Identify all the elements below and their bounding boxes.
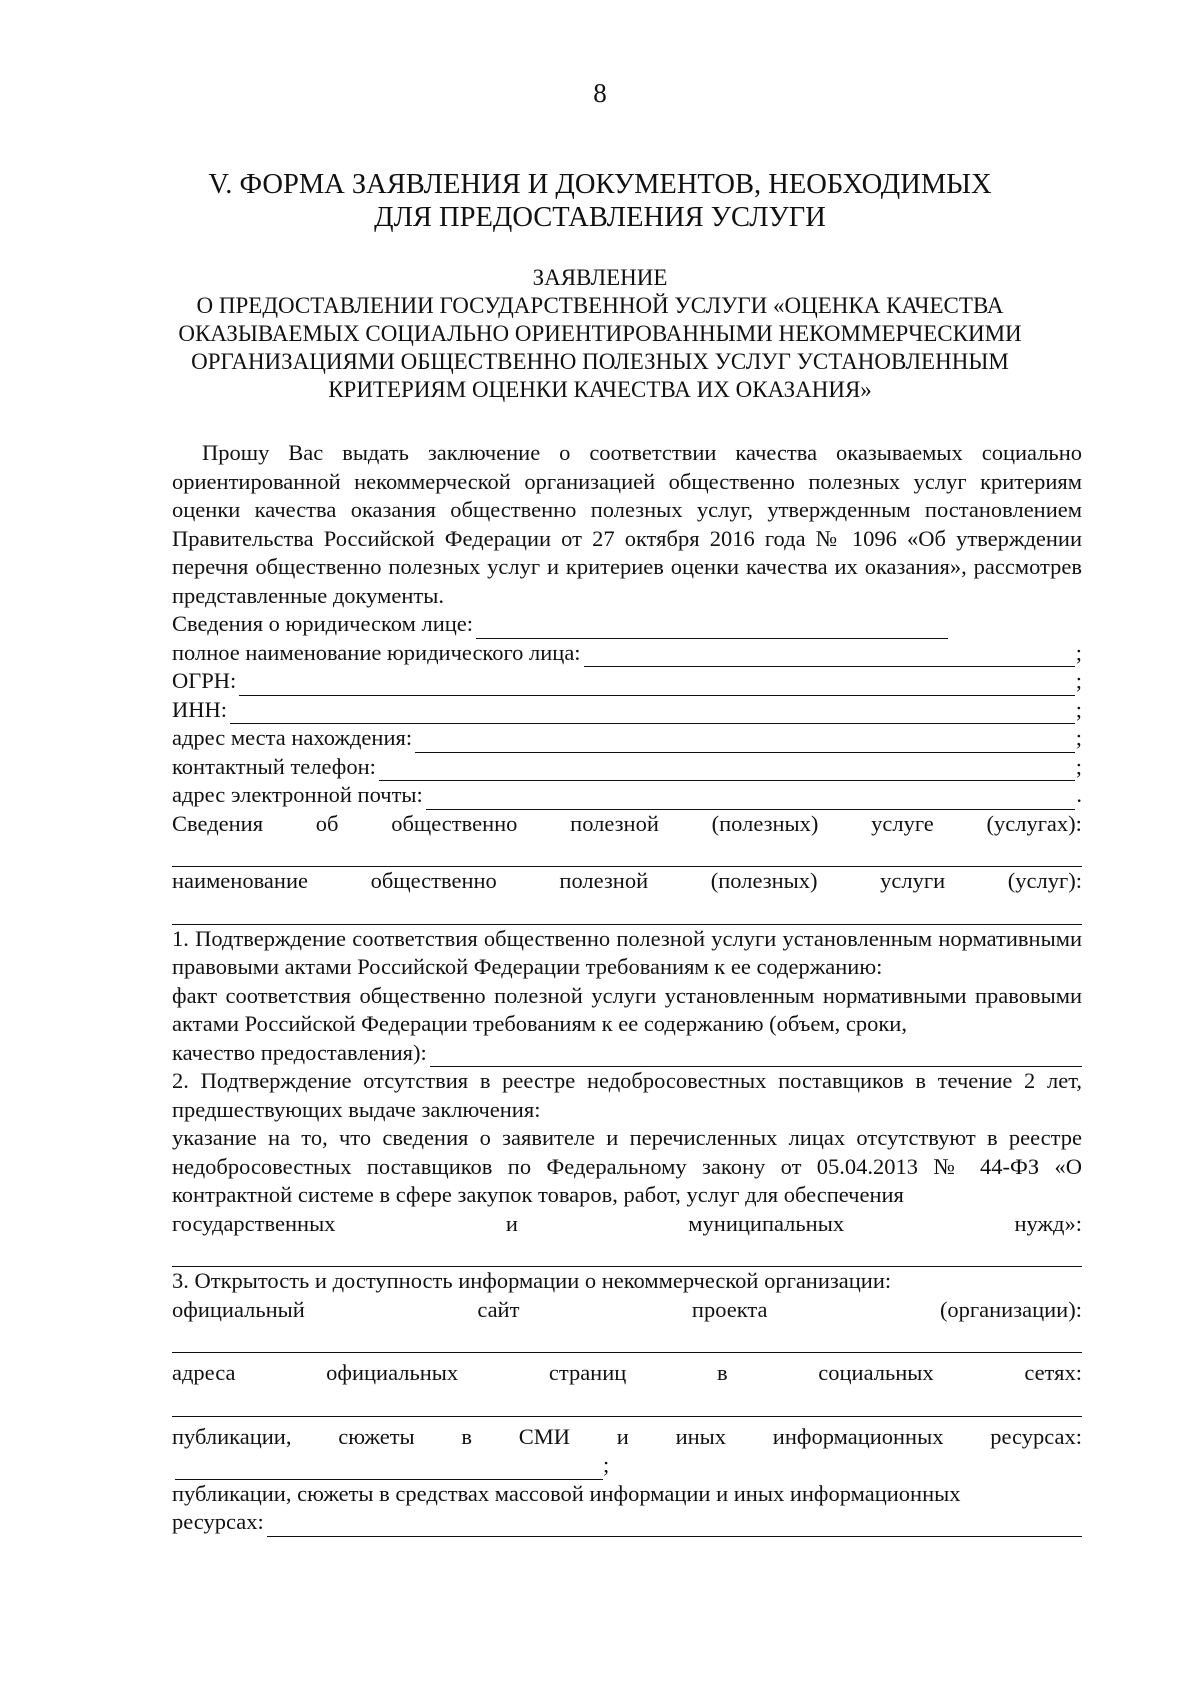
ogrn-row [172, 667, 1082, 696]
address-label: адрес места нахождения: [172, 725, 413, 750]
item3-resources-label: ресурсах: [172, 1509, 264, 1534]
full-name-field[interactable] [584, 648, 1075, 667]
item3-mass-media-text: публикации, сюжеты в средствах массовой информации и иных информационных [172, 1480, 961, 1506]
phone-row [172, 753, 1082, 782]
item3-site-word: сайт [477, 1296, 520, 1322]
service-name-word: общественно [370, 868, 497, 893]
item1-fact-field[interactable] [430, 1048, 1082, 1067]
item3-social-word: адреса [172, 1360, 236, 1385]
form-title-line: КРИТЕРИЯМ ОЦЕНКИ КАЧЕСТВА ИХ ОКАЗАНИЯ» [328, 377, 872, 402]
item3-social-word: официальных [326, 1360, 459, 1385]
item3-media-field-row [172, 1451, 1082, 1480]
item2-heading: 2. Подтверждение отсутствия в реестре недобросовестных поставщиков в течение 2 лет, предшествующих выдаче заключения: [172, 1068, 1082, 1122]
item3-media-word: в [461, 1423, 473, 1449]
full-name-row [172, 639, 1082, 668]
service-name-word: (полезных) [710, 868, 818, 893]
item3-social-word: в [716, 1360, 728, 1385]
item3-media-word: иных [675, 1423, 727, 1449]
email-row [172, 781, 1082, 810]
form-title-line: ОРГАНИЗАЦИЯМИ ОБЩЕСТВЕННО ПОЛЕЗНЫХ УСЛУГ УСТАНОВЛЕННЫМ [191, 349, 1009, 374]
item3-media-word: СМИ [518, 1423, 571, 1449]
form-title-line: О ПРЕДОСТАВЛЕНИИ ГОСУДАРСТВЕННОЙ УСЛУГИ «ОЦЕНКА КАЧЕСТВА [196, 293, 1004, 318]
request-paragraph: Прошу Вас выдать заключение о соответствии качества оказываемых социально ориентированной некоммерческой организацией общественно полезных услуг критериям оценки качества оказания общественно полезных услуг, утвержденным постановлением Правительства Российской Федерации от 27 октября 2016 года № 1096 «Об утверждении перечня общественно полезных услуг и критериев оценки качества их оказания», рассмотрев представленные документы. [172, 440, 1082, 608]
form-body [172, 439, 1082, 1537]
item1-fact-label: качество предоставления): [172, 1039, 427, 1065]
item3-social-word: социальных [818, 1360, 934, 1385]
item2-tail-word: нужд»: [1014, 1210, 1082, 1236]
form-title-line: ЗАЯВЛЕНИЕ [532, 265, 668, 290]
address-row [172, 724, 1082, 753]
item3-heading: 3. Открытость и доступность информации о некоммерческой организации: [172, 1268, 892, 1293]
service-name-field[interactable] [172, 896, 1082, 925]
inn-field[interactable] [230, 705, 1075, 724]
email-field[interactable] [426, 791, 1076, 810]
item3-social-field[interactable] [172, 1388, 1082, 1417]
item3-media-semicolon: ; [603, 1452, 610, 1477]
section-title-line-2: ДЛЯ ПРЕДОСТАВЛЕНИЯ УСЛУГИ [374, 202, 826, 233]
service-info-word: услуге [871, 810, 934, 836]
address-semicolon: ; [1075, 725, 1082, 750]
item3-social-word: сетях: [1024, 1360, 1082, 1385]
section-title [150, 168, 1050, 234]
legal-entity-field[interactable] [476, 620, 948, 639]
item3-media-word: публикации, [172, 1423, 292, 1449]
inn-semicolon: ; [1075, 696, 1082, 722]
ogrn-semicolon: ; [1075, 668, 1082, 693]
item1-heading: 1. Подтверждение соответствия общественно полезной услуги установленным нормативными правовыми актами Российской Федерации требованиям к ее содержанию: [172, 925, 1082, 979]
legal-entity-header-row [172, 610, 1082, 639]
service-name-word: (услуг): [1007, 868, 1082, 893]
item3-social-row [172, 1359, 1082, 1388]
service-info-word: об [315, 810, 339, 836]
item2-text: указание на то, что сведения о заявителе и перечисленных лицах отсутствуют в реестре недобросовестных поставщиков по Федеральному закону от 05.04.2013 № 44-ФЗ «О контрактной системе в сфере закупок товаров, работ, услуг для обеспечения [172, 1125, 1082, 1207]
item3-site-row [172, 1296, 1082, 1325]
item3-media-word: и [616, 1423, 629, 1449]
item2-tail-row [172, 1210, 1082, 1239]
service-info-word: (услугах): [986, 810, 1082, 836]
item2-tail-word: муниципальных [688, 1210, 845, 1236]
item3-resources-row [172, 1508, 1082, 1537]
phone-semicolon: ; [1075, 753, 1082, 779]
item3-site-word: (организации): [939, 1296, 1082, 1322]
item2-field[interactable] [172, 1238, 1082, 1267]
service-name-word: полезной [559, 868, 649, 893]
item3-site-word: проекта [691, 1296, 768, 1322]
address-field[interactable] [415, 734, 1075, 753]
item3-site-word: официальный [172, 1296, 305, 1322]
page-number: 8 [593, 78, 607, 108]
item1-fact-text: факт соответствия общественно полезной услуги установленным нормативными правовыми актами Российской Федерации требованиям к ее содержанию (объем, сроки, [172, 982, 1082, 1036]
item3-media-field[interactable] [175, 1461, 603, 1480]
service-name-row [172, 867, 1082, 896]
item3-media-word: сюжеты [338, 1423, 415, 1449]
email-period: . [1076, 782, 1082, 807]
phone-label: контактный телефон: [172, 753, 376, 779]
full-name-semicolon: ; [1075, 639, 1082, 665]
item2-tail-word: и [505, 1210, 518, 1236]
service-info-word: полезной [570, 810, 659, 836]
phone-field[interactable] [379, 762, 1075, 781]
form-title-line: ОКАЗЫВАЕМЫХ СОЦИАЛЬНО ОРИЕНТИРОВАННЫМИ НЕКОММЕРЧЕСКИМИ [178, 321, 1022, 346]
service-info-word: общественно [391, 810, 518, 836]
item2-tail-word: государственных [172, 1210, 336, 1236]
full-name-label: полное наименование юридического лица: [172, 639, 581, 665]
ogrn-field[interactable] [239, 677, 1074, 696]
service-info-field[interactable] [172, 838, 1082, 867]
legal-entity-header-label: Сведения о юридическом лице: [172, 611, 474, 636]
service-info-row [172, 810, 1082, 839]
item3-resources-field[interactable] [267, 1518, 1082, 1537]
inn-label: ИНН: [172, 696, 227, 722]
email-label: адрес электронной почты: [172, 782, 423, 807]
item3-site-field[interactable] [172, 1324, 1082, 1353]
item1-fact-row [172, 1039, 1082, 1068]
item3-media-row [172, 1423, 1082, 1452]
form-title [150, 264, 1050, 404]
service-name-word: услуги [880, 868, 946, 893]
section-title-line-1: V. ФОРМА ЗАЯВЛЕНИЯ И ДОКУМЕНТОВ, НЕОБХОДИМЫХ [208, 169, 992, 200]
item3-media-word: ресурсах: [990, 1423, 1082, 1449]
ogrn-label: ОГРН: [172, 668, 237, 693]
service-info-word: Сведения [172, 810, 264, 836]
item3-social-word: страниц [548, 1360, 627, 1385]
service-name-word: наименование [172, 868, 308, 893]
item3-media-word: информационных [772, 1423, 944, 1449]
service-info-word: (полезных) [711, 810, 819, 836]
inn-row [172, 696, 1082, 725]
